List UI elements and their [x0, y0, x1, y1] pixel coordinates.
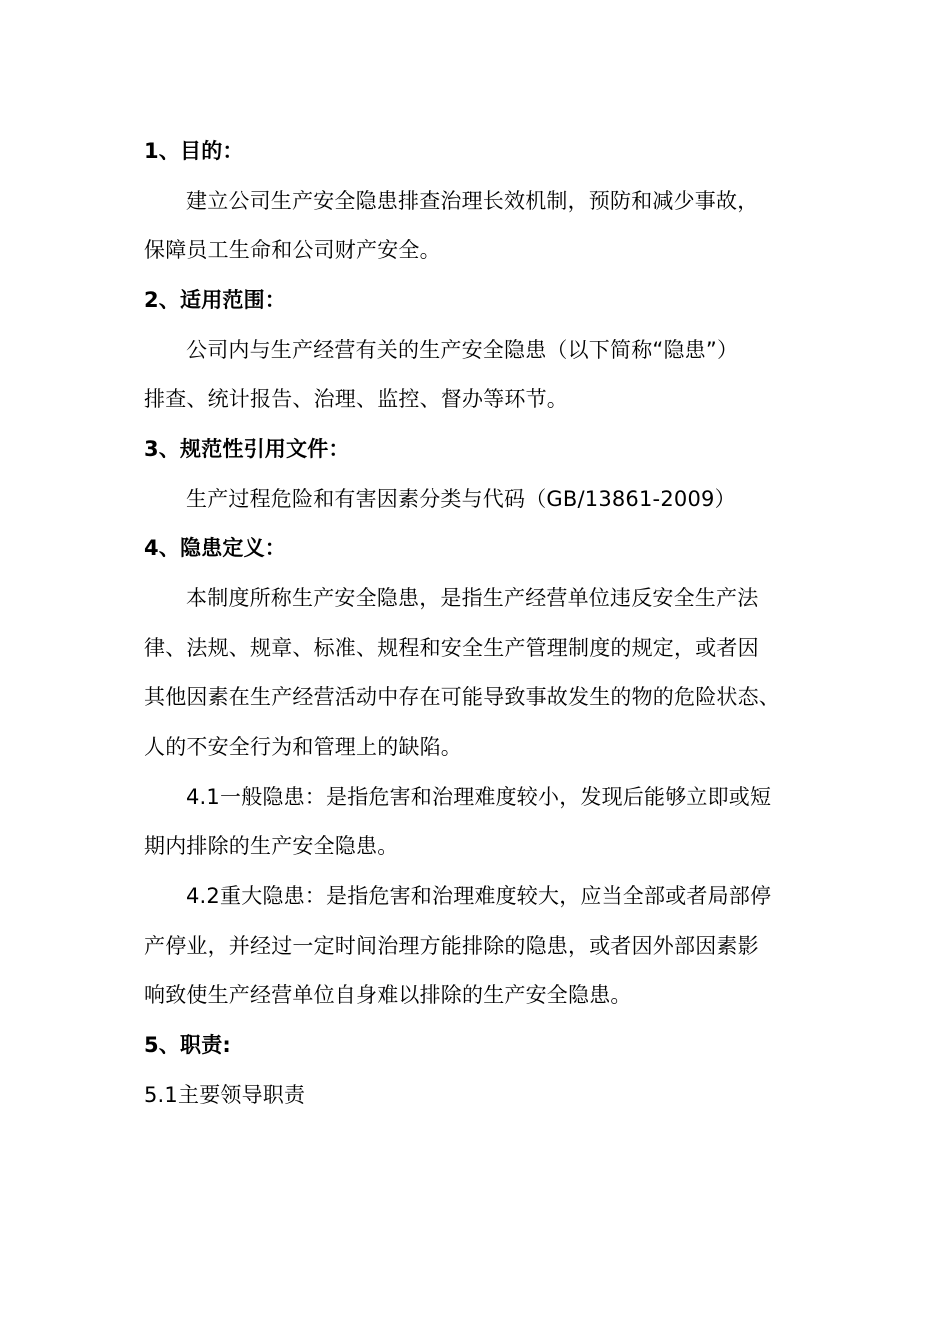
paragraph-line: 产停业，并经过一定时间治理方能排除的隐患，或者因外部因素影	[144, 934, 759, 958]
paragraph-line: 响致使生产经营单位自身难以排除的生产安全隐患。	[144, 983, 632, 1007]
section-heading-references: 3、规范性引用文件：	[144, 437, 350, 461]
paragraph-line: 生产过程危险和有害因素分类与代码（GB/13861-2009）	[186, 487, 736, 511]
paragraph-line: 律、法规、规章、标准、规程和安全生产管理制度的规定，或者因	[144, 636, 759, 660]
paragraph-line: 本制度所称生产安全隐患，是指生产经营单位违反安全生产法	[186, 586, 759, 610]
section-heading-responsibilities: 5、职责:	[144, 1033, 232, 1057]
paragraph-line: 人的不安全行为和管理上的缺陷。	[144, 735, 462, 759]
section-heading-purpose: 1、目的：	[144, 139, 244, 163]
paragraph-line: 排查、统计报告、治理、监控、督办等环节。	[144, 387, 568, 411]
paragraph-line: 建立公司生产安全隐患排查治理长效机制，预防和减少事故，	[186, 189, 759, 213]
section-heading-scope: 2、适用范围：	[144, 288, 287, 312]
subsection-main-leader-responsibilities: 5.1主要领导职责	[144, 1083, 306, 1107]
paragraph-line: 公司内与生产经营有关的生产安全隐患（以下简称“隐患”）	[186, 338, 739, 362]
section-heading-definition: 4、隐患定义：	[144, 536, 287, 560]
paragraph-line: 其他因素在生产经营活动中存在可能导致事故发生的物的危险状态、	[144, 685, 780, 709]
subsection-major-hazard: 4.2重大隐患：是指危害和治理难度较大，应当全部或者局部停	[186, 884, 772, 908]
paragraph-line: 保障员工生命和公司财产安全。	[144, 238, 441, 262]
paragraph-line: 期内排除的生产安全隐患。	[144, 834, 399, 858]
subsection-general-hazard: 4.1一般隐患：是指危害和治理难度较小，发现后能够立即或短	[186, 785, 772, 809]
